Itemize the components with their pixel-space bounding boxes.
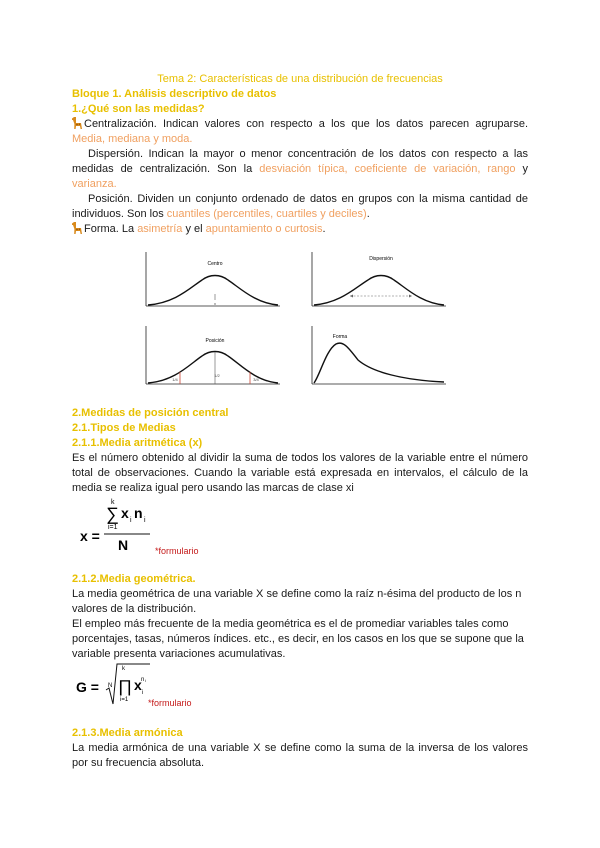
- forma-measure-1: asimetría: [137, 223, 183, 235]
- forma-and: y el: [182, 223, 206, 235]
- formula2-x: x: [134, 677, 142, 693]
- formula1-lower: i=1: [108, 524, 118, 531]
- sum-symbol: ∑: [106, 504, 119, 524]
- dispersion-measures-2: varianza.: [72, 178, 117, 190]
- section-2-1-heading: 2.1.Tipos de Medias: [72, 422, 176, 434]
- paragraph-dispersion: [72, 147, 528, 192]
- paragraph-media-aritmetica: Es el número obtenido al dividir la suma de todos los valores de la variable entre el número total de observaciones. Cuando la variable está expresada en intervalos, el cálculo de la media se realiza igual pero usando las marcas de clase xi: [72, 452, 528, 494]
- formula1-n: n: [134, 505, 143, 521]
- panel-dispersion: [312, 252, 446, 306]
- formula1-denominator: N: [118, 537, 129, 553]
- paragraph-posicion: [72, 192, 528, 222]
- label-x: x: [214, 301, 216, 306]
- formula1-xi: i: [130, 517, 132, 524]
- doc-title: Tema 2: Características de una distribución de frecuencias: [157, 73, 443, 85]
- label-centro: Centro: [207, 261, 223, 267]
- posicion-text: Posición. Dividen un conjunto ordenado de datos en grupos con la misma cantidad de individuos. Son los: [72, 193, 528, 220]
- section-2-1-2-heading: 2.1.2.Media geométrica.: [72, 573, 196, 585]
- forma-measure-2: apuntamiento o curtosis: [205, 223, 323, 235]
- formula2-exp: n: [141, 677, 145, 683]
- section-2-1-1-heading: 2.1.1.Media aritmética (x): [72, 437, 203, 449]
- formulario-note-1: *formulario: [155, 546, 199, 556]
- label-q1: 1/4: [172, 377, 178, 382]
- section-q1-heading: 1.¿Qué son las medidas?: [72, 103, 205, 115]
- product-symbol: ∏: [118, 677, 132, 696]
- formula2-root-index: N: [108, 683, 113, 689]
- section-2-heading: 2.Medidas de posición central: [72, 407, 229, 419]
- formula2-upper: k: [122, 666, 125, 672]
- formulario-note-2: *formulario: [148, 698, 192, 708]
- posicion-tail: .: [366, 208, 370, 220]
- dispersion-measures-1: desviación típica, coeficiente de variación, rango: [259, 163, 516, 175]
- dispersion-and: y: [515, 163, 529, 175]
- centralizacion-text: Centralización. Indican valores con respecto a los que los datos parecen agruparse.: [84, 118, 528, 130]
- paragraph-media-geometrica-1: La media geométrica de una variable X se define como la raíz n-ésima del producto de los n valores de la distribución.: [72, 588, 522, 615]
- distribution-figure: [140, 250, 450, 390]
- block-heading: Bloque 1. Análisis descriptivo de datos: [72, 88, 277, 100]
- giraffe-icon: [72, 222, 83, 234]
- paragraph-forma: [72, 222, 528, 237]
- label-q3: 3/4: [253, 377, 259, 382]
- paragraph-centralizacion: [72, 117, 528, 147]
- formula1-upper: k: [111, 499, 115, 506]
- centralizacion-measures: Media, mediana y moda.: [72, 133, 193, 145]
- formula-media-aritmetica: [78, 496, 238, 558]
- formula1-lhs: x =: [80, 528, 100, 544]
- label-q2: 1/2: [214, 373, 220, 378]
- formula2-lower: i=1: [120, 697, 129, 703]
- section-2-1-3-heading: 2.1.3.Media armónica: [72, 727, 183, 739]
- forma-text: Forma. La: [84, 223, 138, 235]
- formula-media-geometrica: [74, 660, 214, 710]
- dispersion-text: Dispersión. Indican la mayor o menor concentración de los datos con respecto a las medidas de centralización. Son la: [72, 148, 528, 175]
- panel-posicion: [146, 326, 280, 384]
- label-dispersion: Dispersión: [369, 256, 393, 262]
- panel-centro: [146, 252, 280, 306]
- label-posicion: Posición: [205, 338, 225, 344]
- formula1-x: x: [121, 505, 129, 521]
- formula2-exp-sub: i: [145, 678, 146, 683]
- formula2-lhs: G =: [76, 679, 99, 695]
- label-forma: Forma: [332, 334, 348, 340]
- paragraph-media-geometrica-2: El empleo más frecuente de la media geométrica es el de promediar variables tales como porcentajes, tasas, números índices. etc., es decir, en los casos en los que se supone que la variable presenta variaciones acumulativas.: [72, 618, 524, 660]
- formula2-xi: i: [142, 690, 144, 696]
- giraffe-icon: [72, 117, 83, 129]
- forma-tail: .: [322, 223, 326, 235]
- posicion-measures: cuantiles (percentiles, cuartiles y deciles): [166, 208, 367, 220]
- formula1-ni: i: [144, 517, 146, 524]
- panel-forma: [312, 326, 446, 384]
- paragraph-media-armonica: La media armónica de una variable X se define como la suma de la inversa de los valores por su frecuencia absoluta.: [72, 742, 528, 769]
